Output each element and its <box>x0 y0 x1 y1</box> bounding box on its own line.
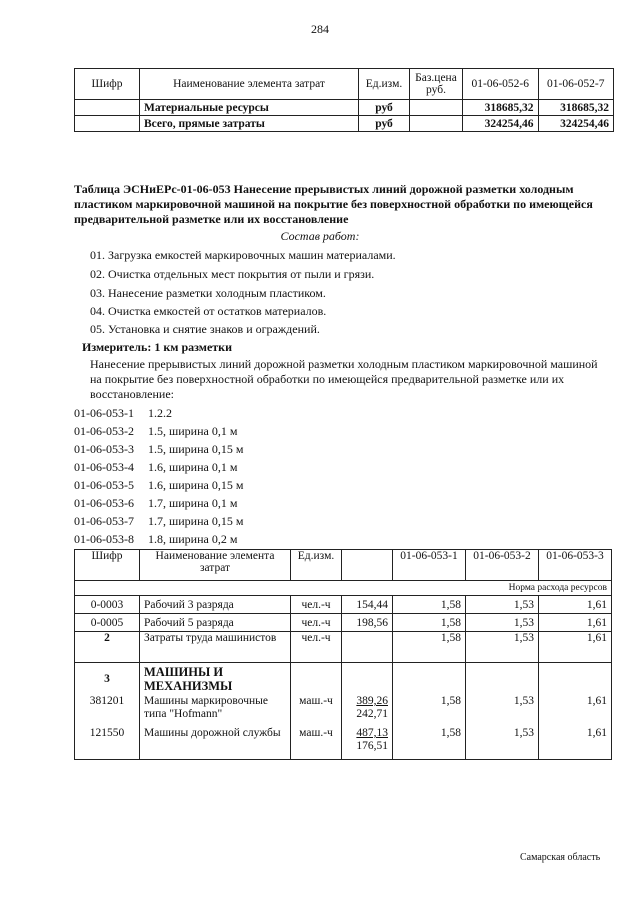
row-value: 1,58 <box>393 596 466 614</box>
row-unit: руб <box>359 100 410 116</box>
top-table-header-row <box>75 69 614 100</box>
row-unit: чел.-ч <box>291 614 342 632</box>
table-row <box>75 100 614 116</box>
footer-region: Самарская область <box>520 852 601 863</box>
row-price <box>342 632 393 663</box>
list-item <box>74 404 243 422</box>
row-code: 0-0005 <box>75 614 140 632</box>
main-table-header-row <box>75 550 612 581</box>
page-number: 284 <box>311 22 329 36</box>
list-item <box>74 530 243 548</box>
code: 01-06-053-3 <box>74 442 134 456</box>
code: 01-06-053-8 <box>74 532 134 546</box>
row-price: 198,56 <box>342 614 393 632</box>
header-col-2: 01-06-053-2 <box>466 550 539 581</box>
code-text: 1.7, ширина 0,1 м <box>148 496 238 510</box>
code-text: 1.6, ширина 0,1 м <box>148 460 238 474</box>
row-code: 2 <box>75 632 140 663</box>
row-price: 154,44 <box>342 596 393 614</box>
resource-norm-table <box>74 549 612 760</box>
description: Нанесение прерывистых линий дорожной разметки холодным пластиком маркировочной машиной на покрытие без поверхностной обработки по имеющейся предварительной разметке или их восстановление: <box>90 357 598 401</box>
row-name: Рабочий 3 разряда <box>140 596 291 614</box>
row-code: 0-0003 <box>75 596 140 614</box>
header-code: Шифр <box>75 550 140 581</box>
row-value: 1,61 <box>539 632 612 663</box>
work-step: 02. Очистка отдельных мест покрытия от пыли и грязи. <box>90 267 375 281</box>
row-value: 318685,32 <box>538 100 614 116</box>
header-col-3: 01-06-053-3 <box>539 550 612 581</box>
code: 01-06-053-6 <box>74 496 134 510</box>
row-price-secondary: 242,71 <box>356 708 388 720</box>
table-row <box>75 632 612 663</box>
row-name: Затраты труда машинистов <box>140 632 291 663</box>
header-name: Наименование элемента затрат <box>140 69 359 100</box>
table-title: Таблица ЭСНиЕРс-01-06-053 Нанесение прерывистых линий дорожной разметки холодным пластиком маркировочной машиной на покрытие без поверхностной обработки по имеющейся предварительной разметке или их восстановление <box>74 182 593 226</box>
row-name: Рабочий 5 разряда <box>140 614 291 632</box>
top-cost-table <box>74 68 614 132</box>
measure-unit: Измеритель: 1 км разметки <box>82 340 233 354</box>
norm-label-row <box>75 581 612 596</box>
table-row <box>75 727 612 760</box>
code-text: 1.5, ширина 0,1 м <box>148 424 238 438</box>
row-value: 324254,46 <box>463 116 539 132</box>
work-step: 05. Установка и снятие знаков и ограждений. <box>90 322 320 336</box>
row-value: 1,58 <box>393 632 466 663</box>
table-row <box>75 663 612 696</box>
row-value: 318685,32 <box>463 100 539 116</box>
table-row <box>75 695 612 727</box>
code-text: 1.8, ширина 0,2 м <box>148 532 238 546</box>
norm-label: Норма расхода ресурсов <box>75 581 612 596</box>
code: 01-06-053-5 <box>74 478 134 492</box>
list-item <box>74 476 243 494</box>
row-value: 1,53 <box>466 695 539 727</box>
header-code: Шифр <box>75 69 140 100</box>
code-text: 1.6, ширина 0,15 м <box>148 478 244 492</box>
table-row <box>75 116 614 132</box>
row-code: 3 <box>75 663 140 696</box>
header-col-1: 01-06-052-6 <box>463 69 539 100</box>
list-item <box>74 494 243 512</box>
row-value: 1,53 <box>466 727 539 760</box>
work-composition-heading: Состав работ: <box>280 229 360 243</box>
row-value: 1,58 <box>393 695 466 727</box>
row-value: 1,53 <box>466 596 539 614</box>
code: 01-06-053-7 <box>74 514 134 528</box>
header-unit: Ед.изм. <box>291 550 342 581</box>
row-unit: чел.-ч <box>291 596 342 614</box>
header-col-2: 01-06-052-7 <box>538 69 614 100</box>
row-price: 487,13 <box>356 727 388 739</box>
row-price: 389,26 <box>356 695 388 707</box>
header-name: Наименование элемента затрат <box>140 550 291 581</box>
header-col-1: 01-06-053-1 <box>393 550 466 581</box>
row-value: 324254,46 <box>538 116 614 132</box>
row-price-secondary: 176,51 <box>356 740 388 752</box>
row-code: 381201 <box>75 695 140 727</box>
list-item <box>74 458 243 476</box>
work-step: 01. Загрузка емкостей маркировочных машин материалами. <box>90 248 396 262</box>
row-value: 1,61 <box>539 695 612 727</box>
row-unit: маш.-ч <box>291 695 342 727</box>
work-step: 04. Очистка емкостей от остатков материалов. <box>90 304 327 318</box>
code: 01-06-053-4 <box>74 460 134 474</box>
row-value: 1,58 <box>393 727 466 760</box>
header-base-price: Баз.цена руб. <box>410 69 463 100</box>
code-list <box>74 404 243 548</box>
code-text: 1.5, ширина 0,15 м <box>148 442 244 456</box>
row-value: 1,58 <box>393 614 466 632</box>
row-name: Всего, прямые затраты <box>140 116 359 132</box>
row-unit: чел.-ч <box>291 632 342 663</box>
code-text: 1.7, ширина 0,15 м <box>148 514 244 528</box>
row-name: Машины маркировочные типа "Hofmann" <box>140 695 291 727</box>
row-value: 1,61 <box>539 614 612 632</box>
row-name: Машины дорожной службы <box>140 727 291 760</box>
list-item <box>74 512 243 530</box>
row-name: Материальные ресурсы <box>140 100 359 116</box>
work-step: 03. Нанесение разметки холодным пластиком. <box>90 286 326 300</box>
code: 01-06-053-2 <box>74 424 134 438</box>
header-unit: Ед.изм. <box>359 69 410 100</box>
row-value: 1,61 <box>539 727 612 760</box>
row-value: 1,53 <box>466 632 539 663</box>
row-value: 1,53 <box>466 614 539 632</box>
row-name: МАШИНЫ И МЕХАНИЗМЫ <box>140 663 291 696</box>
table-row <box>75 596 612 614</box>
row-code: 121550 <box>75 727 140 760</box>
list-item <box>74 440 243 458</box>
header-price <box>342 550 393 581</box>
code-text: 1.2.2 <box>148 406 172 420</box>
row-unit: маш.-ч <box>291 727 342 760</box>
list-item <box>74 422 243 440</box>
code: 01-06-053-1 <box>74 406 134 420</box>
table-row <box>75 614 612 632</box>
row-value: 1,61 <box>539 596 612 614</box>
row-unit: руб <box>359 116 410 132</box>
